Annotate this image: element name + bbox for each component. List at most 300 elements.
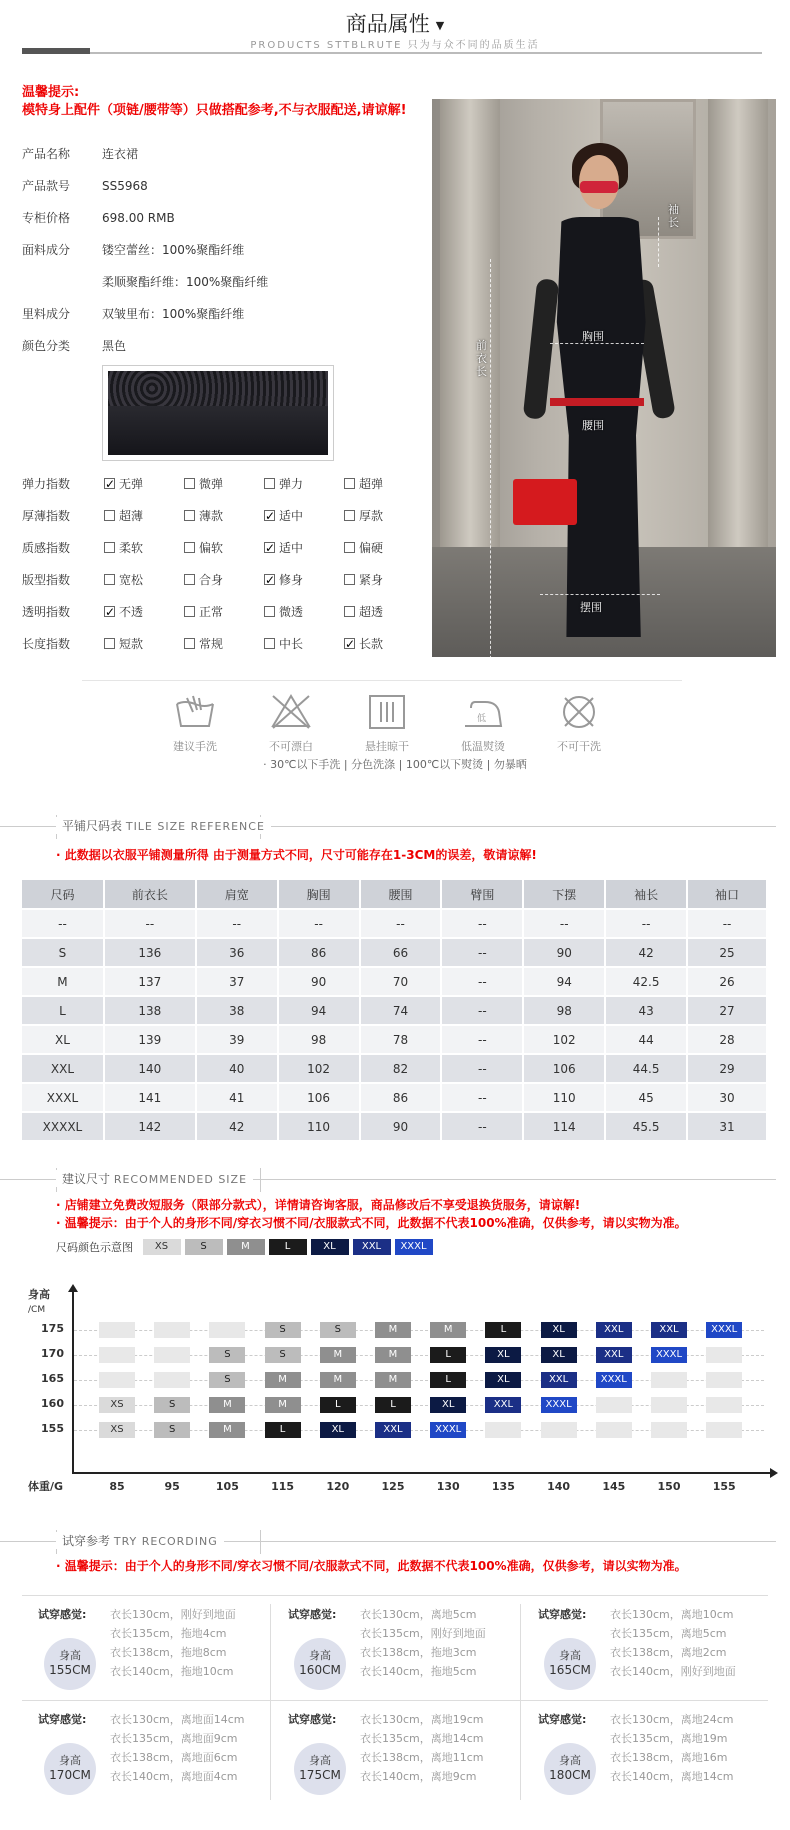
prop-value: SS5968 <box>102 179 148 193</box>
fit-cell: M <box>265 1372 301 1388</box>
fit-cell: XXL <box>375 1422 411 1438</box>
index-option-label: 常规 <box>199 637 224 651</box>
table-cell: XXXXL <box>22 1112 104 1141</box>
x-tick-label: 105 <box>215 1480 239 1493</box>
table-cell: 45 <box>605 1083 687 1112</box>
index-option-label: 宽松 <box>119 573 144 587</box>
y-axis <box>72 1290 74 1474</box>
table-cell: -- <box>441 967 523 996</box>
index-option-label: 偏软 <box>199 541 224 555</box>
care-label: 低温熨烫 <box>461 740 505 753</box>
size-section-title: 平铺尺码表 <box>62 819 123 833</box>
try-card <box>522 1701 770 1805</box>
fit-cell <box>706 1422 742 1438</box>
index-option-label: 不透 <box>119 605 144 619</box>
prop-key: 颜色分类 <box>22 339 71 353</box>
height-badge <box>44 1743 96 1795</box>
fit-cell: M <box>375 1347 411 1363</box>
table-cell: 86 <box>278 938 360 967</box>
checkbox-icon <box>264 606 275 617</box>
prop-key: 专柜价格 <box>22 211 71 225</box>
accessory-notice <box>22 84 407 120</box>
fit-cell: L <box>430 1372 466 1388</box>
x-axis <box>72 1472 772 1474</box>
index-option <box>264 538 344 558</box>
size-chip: XL <box>311 1239 349 1255</box>
table-cell: 136 <box>104 938 196 967</box>
try-section-title: 试穿参考 <box>62 1534 111 1548</box>
table-cell: 29 <box>687 1054 767 1083</box>
try-line: 衣长140cm，离地9cm <box>360 1770 477 1783</box>
care-label: 不可干洗 <box>557 740 601 753</box>
table-cell: 70 <box>360 967 442 996</box>
index-option-label: 适中 <box>279 541 304 555</box>
fit-cell: XXL <box>651 1322 687 1338</box>
checkbox-icon <box>344 574 355 585</box>
size-chip: XXXL <box>395 1239 433 1255</box>
table-cell: 66 <box>360 938 442 967</box>
rec-section-en: RECOMMENDED SIZE <box>113 1173 248 1186</box>
label-front-length: 前衣长 <box>476 339 487 378</box>
rec-section-title: 建议尺寸 <box>62 1172 111 1186</box>
y-tick-label: 165 <box>41 1372 64 1385</box>
index-row <box>22 474 424 494</box>
height-label: 身高 <box>559 1649 581 1662</box>
fit-cell: S <box>320 1322 356 1338</box>
fit-cell: M <box>209 1397 245 1413</box>
fit-cell <box>485 1422 521 1438</box>
index-option <box>104 506 184 526</box>
fit-cell <box>154 1322 190 1338</box>
table-cell: -- <box>441 938 523 967</box>
try-card <box>522 1596 770 1700</box>
fit-cell: XL <box>485 1372 521 1388</box>
try-line: 衣长130cm，离地19cm <box>360 1713 484 1726</box>
size-chip: XS <box>143 1239 181 1255</box>
care-note: · 30℃以下手洗 | 分色洗涤 | 100℃以下熨烫 | 勿暴晒 <box>263 758 527 771</box>
index-key: 质感指数 <box>22 541 71 555</box>
index-option <box>344 506 424 526</box>
header-divider <box>22 52 762 54</box>
table-cell: 37 <box>196 967 278 996</box>
label-waist: 腰围 <box>582 419 604 432</box>
height-label: 身高 <box>309 1649 331 1662</box>
size-table-header-cell: 肩宽 <box>196 880 278 909</box>
fit-chart <box>22 1290 772 1500</box>
fit-cell: XXL <box>596 1322 632 1338</box>
table-cell: 138 <box>104 996 196 1025</box>
table-cell: 86 <box>360 1083 442 1112</box>
fit-cell <box>651 1397 687 1413</box>
table-cell: 90 <box>278 967 360 996</box>
try-line: 衣长130cm，离地5cm <box>360 1608 477 1621</box>
table-cell: -- <box>441 1054 523 1083</box>
index-option-label: 弹力 <box>279 477 304 491</box>
prop-key: 里料成分 <box>22 307 71 321</box>
index-option <box>104 634 184 654</box>
y-axis-label: 身高 /CM <box>28 1288 50 1315</box>
height-badge <box>544 1638 596 1690</box>
index-option-label: 偏硬 <box>359 541 384 555</box>
try-card <box>22 1596 270 1700</box>
index-option-label: 紧身 <box>359 573 384 587</box>
table-cell: 140 <box>104 1054 196 1083</box>
checkbox-icon <box>104 478 115 489</box>
index-row <box>22 570 424 590</box>
care-label: 不可漂白 <box>269 740 313 753</box>
fit-cell: L <box>265 1422 301 1438</box>
size-chip: XXL <box>353 1239 391 1255</box>
table-cell: 90 <box>360 1112 442 1141</box>
table-cell: 42 <box>196 1112 278 1141</box>
height-value: 165CM <box>549 1663 591 1677</box>
index-option <box>104 538 184 558</box>
index-option <box>344 570 424 590</box>
table-cell: 36 <box>196 938 278 967</box>
index-option <box>184 506 264 526</box>
fit-cell <box>99 1372 135 1388</box>
index-row <box>22 538 424 558</box>
table-cell: 141 <box>104 1083 196 1112</box>
prop-value: 698.00 RMB <box>102 211 175 225</box>
prop-row <box>102 272 268 292</box>
try-feel-label: 试穿感觉: <box>538 1608 587 1621</box>
hand-wash-icon <box>173 692 217 732</box>
model-photo <box>432 99 776 657</box>
fit-cell <box>154 1372 190 1388</box>
legend-label: 尺码颜色示意图 <box>56 1241 133 1254</box>
height-value: 175CM <box>299 1768 341 1782</box>
try-line: 衣长140cm，拖地5cm <box>360 1665 477 1678</box>
fit-cell <box>706 1347 742 1363</box>
try-feel-label: 试穿感觉: <box>38 1713 87 1726</box>
size-table-header-cell: 袖口 <box>687 880 767 909</box>
try-line: 衣长138cm，离地2cm <box>610 1646 727 1659</box>
fit-cell: S <box>265 1322 301 1338</box>
height-label: 身高 <box>559 1754 581 1767</box>
fit-cell: S <box>154 1422 190 1438</box>
hang-dry-icon <box>365 692 409 732</box>
table-cell: 82 <box>360 1054 442 1083</box>
fit-cell: XXL <box>541 1372 577 1388</box>
fit-cell <box>154 1347 190 1363</box>
index-option-label: 中长 <box>279 637 304 651</box>
x-axis-label: 体重/G <box>28 1480 64 1493</box>
care-item <box>342 692 432 754</box>
fit-cell <box>596 1397 632 1413</box>
x-tick-label: 125 <box>381 1480 405 1493</box>
clutch-bag-icon <box>513 479 577 525</box>
try-line: 衣长138cm，离地面6cm <box>110 1751 238 1764</box>
index-option-label: 短款 <box>119 637 144 651</box>
table-cell: 38 <box>196 996 278 1025</box>
fit-cell: L <box>320 1397 356 1413</box>
fit-cell: S <box>209 1372 245 1388</box>
table-cell: M <box>22 967 104 996</box>
label-hem: 摆围 <box>580 601 602 614</box>
prop-row <box>22 240 244 260</box>
size-chip: M <box>227 1239 265 1255</box>
index-option <box>184 602 264 622</box>
checkbox-icon <box>184 510 195 521</box>
checkbox-icon <box>264 478 275 489</box>
fit-cell: M <box>375 1322 411 1338</box>
table-cell: -- <box>523 909 605 938</box>
x-tick-label: 145 <box>602 1480 626 1493</box>
care-label: 建议手洗 <box>173 740 217 753</box>
try-card <box>272 1701 520 1805</box>
no-bleach-icon <box>269 692 313 732</box>
table-cell: 25 <box>687 938 767 967</box>
table-cell: 98 <box>523 996 605 1025</box>
x-tick-label: 150 <box>657 1480 681 1493</box>
checkbox-icon <box>264 510 275 521</box>
page-subtitle: PRODUCTS STTBLRUTE 只为与众不同的品质生活 <box>250 40 540 51</box>
care-item <box>438 692 528 754</box>
fit-cell: L <box>485 1322 521 1338</box>
x-tick-label: 115 <box>271 1480 295 1493</box>
table-cell: -- <box>196 909 278 938</box>
try-feel-label: 试穿感觉: <box>288 1608 337 1621</box>
table-cell: -- <box>441 1083 523 1112</box>
table-cell: 94 <box>523 967 605 996</box>
try-feel-label: 试穿感觉: <box>38 1608 87 1621</box>
index-option-label: 柔软 <box>119 541 144 555</box>
table-cell: -- <box>22 909 104 938</box>
size-table-header-cell: 尺码 <box>22 880 104 909</box>
table-cell: 114 <box>523 1112 605 1141</box>
fit-cell: XS <box>99 1397 135 1413</box>
index-option-label: 正常 <box>199 605 224 619</box>
checkbox-icon <box>264 574 275 585</box>
index-option <box>344 474 424 494</box>
checkbox-icon <box>344 638 355 649</box>
fit-cell: XL <box>541 1322 577 1338</box>
table-cell: 110 <box>523 1083 605 1112</box>
table-cell: -- <box>441 909 523 938</box>
fit-cell: XL <box>541 1347 577 1363</box>
fit-cell <box>651 1372 687 1388</box>
table-row <box>22 996 767 1025</box>
table-cell: 39 <box>196 1025 278 1054</box>
table-cell: 90 <box>523 938 605 967</box>
x-tick-label: 135 <box>491 1480 515 1493</box>
table-cell: -- <box>104 909 196 938</box>
size-chip: S <box>185 1239 223 1255</box>
table-cell: 74 <box>360 996 442 1025</box>
fit-cell: S <box>154 1397 190 1413</box>
index-option <box>184 570 264 590</box>
table-cell: 42.5 <box>605 967 687 996</box>
try-line: 衣长135cm，离地面9cm <box>110 1732 238 1745</box>
index-option-label: 薄款 <box>199 509 224 523</box>
fit-cell: XL <box>485 1347 521 1363</box>
size-color-legend <box>56 1239 437 1255</box>
index-option <box>264 474 344 494</box>
page-title: 商品属性 ▼ <box>345 12 445 36</box>
index-option <box>344 634 424 654</box>
fit-cell: XXXL <box>430 1422 466 1438</box>
table-cell: 139 <box>104 1025 196 1054</box>
checkbox-icon <box>184 638 195 649</box>
index-option-label: 超薄 <box>119 509 144 523</box>
prop-value: 镂空蕾丝：100%聚酯纤维 <box>102 243 245 257</box>
table-cell: 44.5 <box>605 1054 687 1083</box>
prop-key: 产品款号 <box>22 179 71 193</box>
checkbox-icon <box>184 478 195 489</box>
height-value: 160CM <box>299 1663 341 1677</box>
fit-cell: M <box>320 1372 356 1388</box>
low-iron-icon <box>461 692 505 732</box>
index-row <box>22 602 424 622</box>
x-tick-label: 155 <box>712 1480 736 1493</box>
y-tick-label: 175 <box>41 1322 64 1335</box>
checkbox-icon <box>184 574 195 585</box>
fit-cell: XXXL <box>706 1322 742 1338</box>
table-cell: -- <box>687 909 767 938</box>
x-tick-label: 85 <box>109 1480 125 1493</box>
fit-cell <box>99 1347 135 1363</box>
fit-cell: M <box>209 1422 245 1438</box>
fit-cell <box>651 1422 687 1438</box>
care-item <box>150 692 240 754</box>
prop-value: 连衣裙 <box>102 147 139 161</box>
table-cell: 45.5 <box>605 1112 687 1141</box>
table-cell: -- <box>605 909 687 938</box>
size-table-header-cell: 腰围 <box>360 880 442 909</box>
fit-cell: XXL <box>596 1347 632 1363</box>
table-cell: 27 <box>687 996 767 1025</box>
x-tick-label: 140 <box>547 1480 571 1493</box>
card-divider <box>520 1604 521 1800</box>
try-line: 衣长135cm，离地14cm <box>360 1732 484 1745</box>
height-badge <box>294 1638 346 1690</box>
table-cell: L <box>22 996 104 1025</box>
index-option-label: 合身 <box>199 573 224 587</box>
size-table-header-cell: 前衣长 <box>104 880 196 909</box>
table-cell: 94 <box>278 996 360 1025</box>
table-row <box>22 967 767 996</box>
index-option-label: 修身 <box>279 573 304 587</box>
prop-row <box>22 176 148 196</box>
fit-cell <box>596 1422 632 1438</box>
section-header-product-attributes <box>0 0 790 60</box>
index-option <box>344 602 424 622</box>
try-line: 衣长138cm，拖地8cm <box>110 1646 227 1659</box>
checkbox-icon <box>264 638 275 649</box>
table-row <box>22 938 767 967</box>
fit-cell: XS <box>99 1422 135 1438</box>
table-cell: 78 <box>360 1025 442 1054</box>
table-cell: 110 <box>278 1112 360 1141</box>
table-cell: 102 <box>523 1025 605 1054</box>
care-divider <box>82 680 682 681</box>
prop-key: 面料成分 <box>22 243 71 257</box>
index-option <box>104 570 184 590</box>
table-cell: 98 <box>278 1025 360 1054</box>
care-item <box>246 692 336 754</box>
index-key: 弹力指数 <box>22 477 71 491</box>
care-item <box>534 692 624 754</box>
height-label: 身高 <box>59 1649 81 1662</box>
table-cell: 26 <box>687 967 767 996</box>
index-option <box>104 474 184 494</box>
no-dry-clean-icon <box>557 692 601 732</box>
table-cell: 41 <box>196 1083 278 1112</box>
index-option <box>184 634 264 654</box>
size-table-header-cell: 胸围 <box>278 880 360 909</box>
try-feel-label: 试穿感觉: <box>538 1713 587 1726</box>
section-header-size-table <box>0 815 790 839</box>
belt-icon <box>550 398 644 406</box>
fit-cell: XL <box>430 1397 466 1413</box>
table-cell: -- <box>441 1025 523 1054</box>
index-option-label: 厚款 <box>359 509 384 523</box>
table-row <box>22 1054 767 1083</box>
try-line: 衣长140cm，刚好到地面 <box>610 1665 736 1678</box>
index-key: 厚薄指数 <box>22 509 71 523</box>
fit-cell <box>706 1397 742 1413</box>
checkbox-icon <box>104 574 115 585</box>
try-card <box>22 1701 270 1805</box>
x-tick-label: 130 <box>436 1480 460 1493</box>
fit-cell: XXXL <box>541 1397 577 1413</box>
section-header-recommended <box>0 1168 790 1192</box>
table-cell: XL <box>22 1025 104 1054</box>
checkbox-icon <box>344 606 355 617</box>
height-value: 170CM <box>49 1768 91 1782</box>
try-line: 衣长140cm，离地面4cm <box>110 1770 238 1783</box>
size-section-en: TILE SIZE REFERENCE <box>125 820 265 833</box>
try-feel-label: 试穿感觉: <box>288 1713 337 1726</box>
index-option-label: 微弹 <box>199 477 224 491</box>
fit-cell: XXXL <box>596 1372 632 1388</box>
index-option <box>104 602 184 622</box>
try-line: 衣长140cm，拖地10cm <box>110 1665 234 1678</box>
arrow-down-icon: ▼ <box>435 19 445 32</box>
height-value: 155CM <box>49 1663 91 1677</box>
table-cell: 42 <box>605 938 687 967</box>
table-cell: 106 <box>523 1054 605 1083</box>
fabric-swatch <box>102 365 334 461</box>
table-cell: -- <box>360 909 442 938</box>
size-table <box>22 880 768 1142</box>
table-cell: -- <box>441 996 523 1025</box>
table-cell: 30 <box>687 1083 767 1112</box>
fit-cell: XXXL <box>651 1347 687 1363</box>
try-line: 衣长135cm，刚好到地面 <box>360 1627 486 1640</box>
fit-cell: L <box>430 1347 466 1363</box>
size-table-header-cell: 下摆 <box>523 880 605 909</box>
try-line: 衣长135cm，离地19m <box>610 1732 728 1745</box>
try-line: 衣长130cm，离地10cm <box>610 1608 734 1621</box>
checkbox-icon <box>104 510 115 521</box>
checkbox-icon <box>264 542 275 553</box>
prop-row <box>22 208 175 228</box>
card-divider <box>22 1700 768 1701</box>
table-cell: -- <box>441 1112 523 1141</box>
index-option-label: 超弹 <box>359 477 384 491</box>
index-option-label: 超透 <box>359 605 384 619</box>
try-line: 衣长135cm，离地5cm <box>610 1627 727 1640</box>
table-cell: 106 <box>278 1083 360 1112</box>
index-option <box>264 506 344 526</box>
care-label: 悬挂晾干 <box>365 740 409 753</box>
table-cell: 40 <box>196 1054 278 1083</box>
fit-cell: S <box>265 1347 301 1363</box>
index-option-label: 适中 <box>279 509 304 523</box>
size-table-header <box>22 880 767 909</box>
